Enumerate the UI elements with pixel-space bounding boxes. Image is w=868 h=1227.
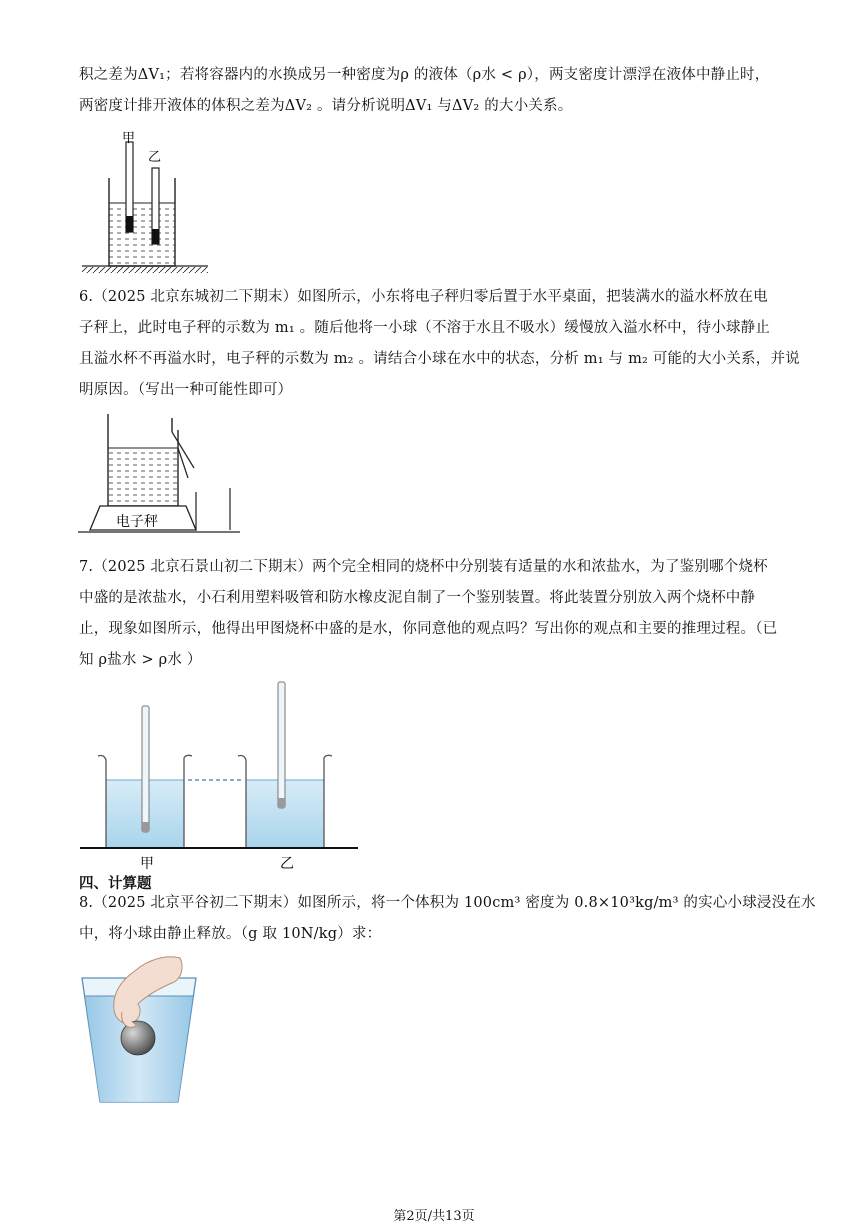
- q5-line-2: 两密度计排开液体的体积之差为ΔV₂ 。请分析说明ΔV₁ 与ΔV₂ 的大小关系。: [79, 98, 573, 114]
- label-yi: 乙: [280, 856, 294, 872]
- q5-line-1: 积之差为ΔV₁；若将容器内的水换成另一种密度为ρ 的液体（ρ水 < ρ），两支密度计漂浮在液体中静止时，: [79, 67, 770, 83]
- q7-line-2: 中盛的是浓盐水，小石利用塑料吸管和防水橡皮泥自制了一个鉴别装置。将此装置分别放入两个烧杯中静: [79, 590, 756, 606]
- label-jia: 甲: [122, 131, 136, 146]
- q5-continued-text: [79, 60, 791, 122]
- q6-line-4: 明原因。（写出一种可能性即可）: [79, 382, 293, 398]
- question-8: [79, 888, 816, 950]
- q6-line-3: 且溢水杯不再溢水时，电子秤的示数为 m₂ 。请结合小球在水中的状态，分析 m₁ 与 m₂ 可能的大小关系，并说: [79, 351, 800, 367]
- q8-line-2: 中，将小球由静止释放。（g 取 10N/kg）求：: [79, 926, 382, 942]
- label-jia: 甲: [140, 856, 154, 872]
- q7-line-1: 7.（2025 北京石景山初二下期末）两个完全相同的烧杯中分别装有适量的水和浓盐水，为了鉴别哪个烧杯: [79, 559, 768, 575]
- hydrometer-figure: [76, 128, 216, 274]
- question-7: [79, 552, 791, 676]
- q6-line-1: 6.（2025 北京东城初二下期末）如图所示，小东将电子秤归零后置于水平桌面，把装满水的溢水杯放在电: [79, 289, 768, 305]
- page-footer: 第2页/共13页: [393, 1209, 475, 1224]
- q8-line-1: 8.（2025 北京平谷初二下期末）如图所示，将一个体积为 100cm³ 密度为 0.8×10³kg/m³ 的实心小球浸没在水: [79, 895, 816, 911]
- q7-line-3: 止，现象如图所示，他得出甲图烧杯中盛的是水，你同意他的观点吗？写出你的观点和主要的推理过程。（已: [79, 621, 778, 637]
- label-yi: 乙: [148, 150, 162, 165]
- question-6: [79, 282, 800, 406]
- scale-label: 电子秤: [116, 514, 158, 530]
- beakers-figure: [80, 676, 362, 872]
- overflow-cup-figure: [76, 408, 246, 540]
- ball-in-water-figure: [78, 952, 200, 1104]
- section-title: 四、计算题: [79, 876, 152, 892]
- q7-line-4: 知 ρ盐水 > ρ水 ）: [79, 652, 202, 668]
- q6-line-2: 子秤上，此时电子秤的示数为 m₁ 。随后他将一小球（不溶于水且不吸水）缓慢放入溢水杯中，待小球静止: [79, 320, 771, 336]
